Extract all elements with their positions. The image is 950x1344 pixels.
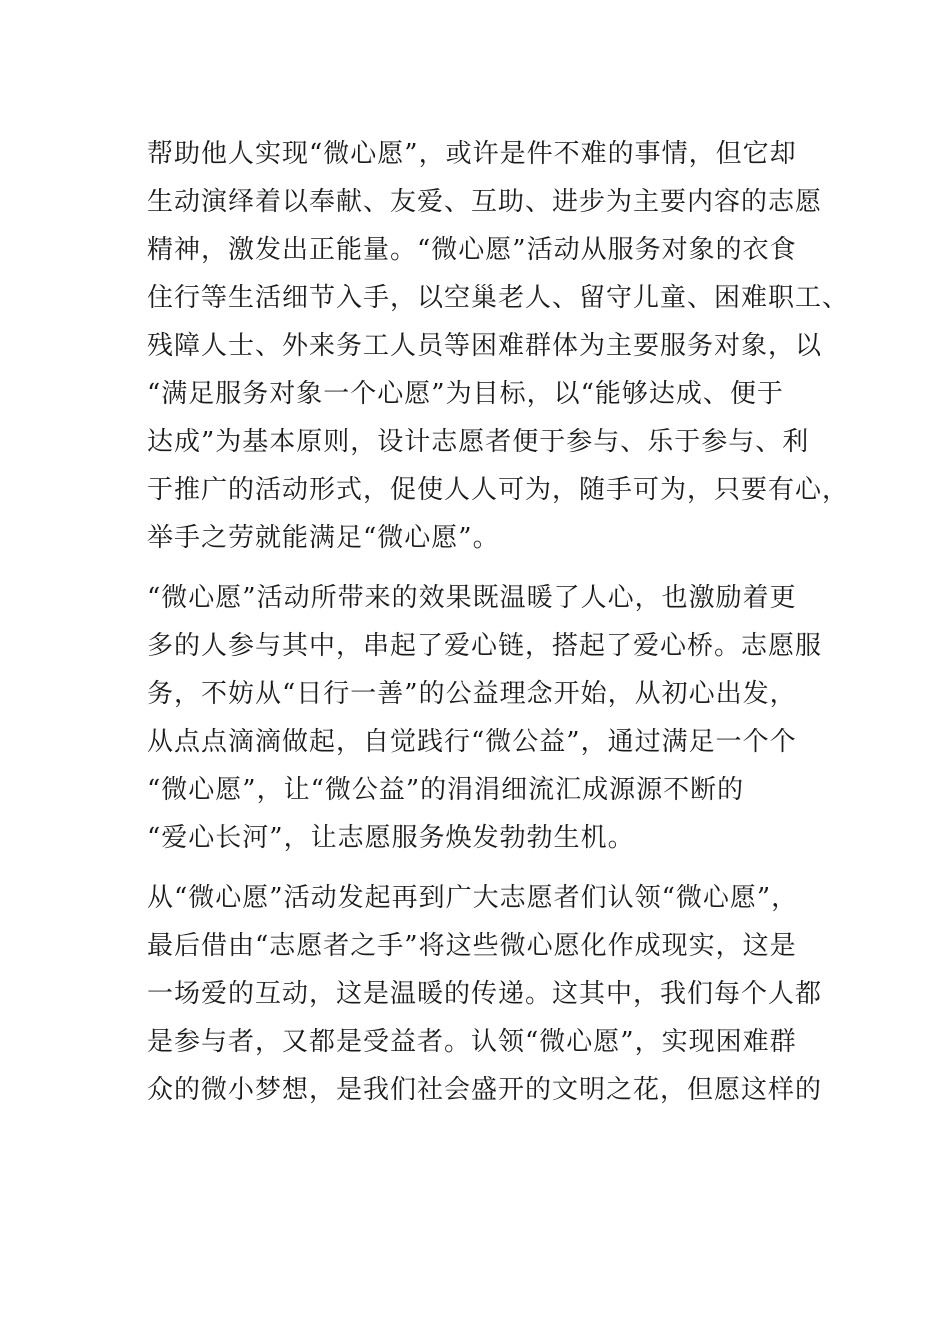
text-line: 精神，激发出正能量。“微心愿”活动从服务对象的衣食 xyxy=(147,235,797,265)
text-line: 是参与者，又都是受益者。认领“微心愿”，实现困难群 xyxy=(147,1027,797,1057)
text-line: 生动演绎着以奉献、友爱、互助、进步为主要内容的志愿 xyxy=(147,187,823,217)
text-line: “满足服务对象一个心愿”为目标，以“能够达成、便于 xyxy=(147,379,784,409)
paragraph-2 xyxy=(147,574,823,862)
text-line: 多的人参与其中，串起了爱心链，搭起了爱心桥。志愿服 xyxy=(147,631,823,661)
text-line: 于推广的活动形式，促使人人可为，随手可为，只要有心， xyxy=(147,475,850,505)
text-line: 务，不妨从“日行一善”的公益理念开始，从初心出发， xyxy=(147,679,797,709)
text-line: 一场爱的互动，这是温暖的传递。这其中，我们每个人都 xyxy=(147,979,823,1009)
text-line: 住行等生活细节入手，以空巢老人、留守儿童、困难职工、 xyxy=(147,283,850,313)
text-line: “爱心长河”，让志愿服务焕发勃勃生机。 xyxy=(147,823,635,853)
text-line: “微心愿”，让“微公益”的涓涓细流汇成源源不断的 xyxy=(147,775,745,805)
paragraph-1 xyxy=(147,130,850,562)
text-line: 众的微小梦想，是我们社会盛开的文明之花，但愿这样的 xyxy=(147,1075,823,1105)
text-line: 从“微心愿”活动发起再到广大志愿者们认领“微心愿”， xyxy=(147,883,799,913)
paragraph-3 xyxy=(147,874,823,1114)
text-line: 达成”为基本原则，设计志愿者便于参与、乐于参与、利 xyxy=(147,427,810,457)
document-body xyxy=(147,130,850,1126)
text-line: “微心愿”活动所带来的效果既温暖了人心，也激励着更 xyxy=(147,583,797,613)
text-line: 举手之劳就能满足“微心愿”。 xyxy=(147,523,500,553)
text-line: 帮助他人实现“微心愿”，或许是件不难的事情，但它却 xyxy=(147,139,797,169)
text-line: 最后借由“志愿者之手”将这些微心愿化作成现实，这是 xyxy=(147,931,797,961)
text-line: 残障人士、外来务工人员等困难群体为主要服务对象，以 xyxy=(147,331,823,361)
text-line: 从点点滴滴做起，自觉践行“微公益”，通过满足一个个 xyxy=(147,727,797,757)
